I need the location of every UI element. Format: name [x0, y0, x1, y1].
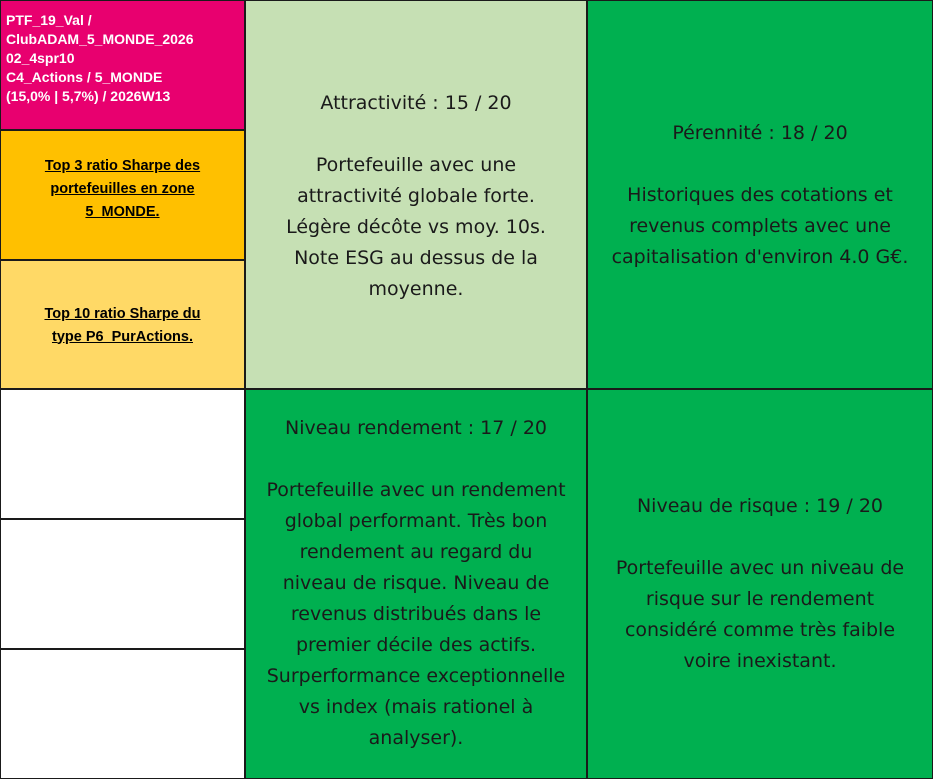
- portfolio-title-cell: [0, 0, 245, 130]
- portfolio-title-line: 02_4spr10: [6, 50, 75, 66]
- risque-score-cell: [587, 389, 933, 779]
- portfolio-title-line: C4_Actions / 5_MONDE: [6, 69, 163, 85]
- description-line: revenus complets avec une: [629, 215, 891, 237]
- attractivite-heading: Attractivité : 15 / 20: [320, 92, 512, 114]
- sharpe-type-badge: [0, 260, 245, 389]
- description-line: niveau de risque. Niveau de: [282, 572, 550, 594]
- description-line: Portefeuille avec un rendement: [266, 479, 566, 501]
- description-line: Historiques des cotations et: [627, 184, 893, 206]
- description-line: rendement au regard du: [299, 541, 533, 563]
- risque-heading: Niveau de risque : 19 / 20: [636, 495, 884, 517]
- perennite-score-cell: [587, 0, 933, 389]
- sharpe-zone-badge: [0, 130, 245, 260]
- description-line: Note ESG au dessus de la: [294, 247, 538, 269]
- attractivite-score-cell: [245, 0, 587, 389]
- description-line: capitalisation d'environ 4.0 G€.: [611, 246, 909, 268]
- perennite-description: [612, 180, 909, 273]
- badge-line: Top 10 ratio Sharpe du: [44, 305, 201, 322]
- description-line: voire inexistant.: [683, 650, 837, 672]
- description-line: vs index (mais rationel à: [298, 696, 534, 718]
- rendement-heading: Niveau rendement : 17 / 20: [284, 417, 548, 439]
- description-line: premier décile des actifs.: [295, 634, 537, 656]
- description-line: Légère décôte vs moy. 10s.: [286, 216, 546, 238]
- badge-line: type P6_PurActions.: [51, 328, 193, 345]
- description-line: considéré comme très faible: [624, 619, 896, 641]
- description-line: Portefeuille avec une: [315, 154, 517, 176]
- badge-line: portefeuilles en zone: [50, 180, 195, 197]
- description-line: global performant. Très bon: [284, 510, 548, 532]
- badge-line: 5_MONDE.: [85, 203, 160, 220]
- description-line: moyenne.: [368, 278, 464, 300]
- portfolio-title-line: PTF_19_Val /: [6, 12, 92, 28]
- risque-description: [616, 553, 904, 677]
- perennite-heading: Pérennité : 18 / 20: [672, 122, 848, 144]
- empty-cell: [0, 649, 245, 779]
- attractivite-description: [286, 150, 546, 305]
- empty-cell: [0, 519, 245, 649]
- description-line: Surperformance exceptionnelle: [266, 665, 566, 687]
- description-line: analyser).: [368, 727, 464, 749]
- description-line: risque sur le rendement: [645, 588, 875, 610]
- sharpe-type-badge-text: [18, 303, 228, 349]
- sharpe-zone-badge-text: [18, 155, 228, 224]
- portfolio-title-line: ClubADAM_5_MONDE_2026: [6, 31, 194, 47]
- description-line: attractivité globale forte.: [297, 185, 535, 207]
- empty-cell: [0, 389, 245, 519]
- portfolio-title-line: (15,0% | 5,7%) / 2026W13: [6, 88, 171, 104]
- rendement-score-cell: [245, 389, 587, 779]
- description-line: Portefeuille avec un niveau de: [615, 557, 905, 579]
- description-line: revenus distribués dans le: [290, 603, 542, 625]
- badge-line: Top 3 ratio Sharpe des: [44, 157, 201, 174]
- rendement-description: [266, 475, 565, 754]
